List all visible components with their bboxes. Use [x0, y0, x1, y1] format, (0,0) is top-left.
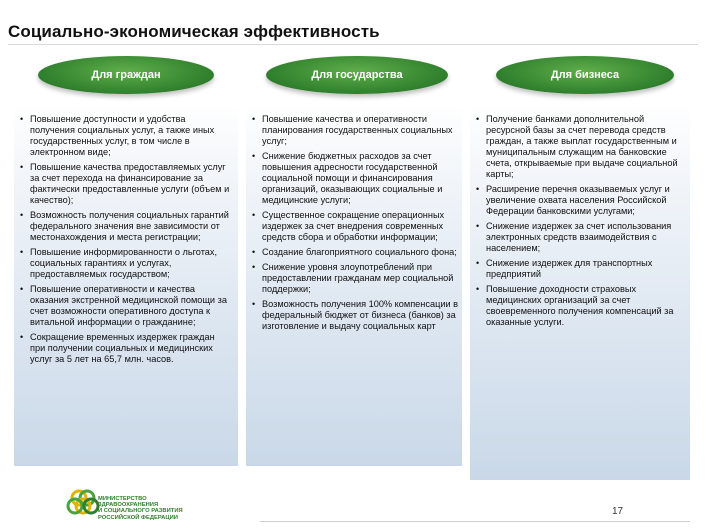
list-item: • Получение банками дополнительной ресурсной базы за счет перевода средств граждан, а также выплат государственным и муниципальным служащим на банковские счета, открываемые при выдаче социальной карты;	[474, 114, 688, 180]
column-header-label: Для бизнеса	[550, 69, 620, 81]
list-item: • Повышение оперативности и качества оказания экстренной медицинской помощи за счет возможности оперативного доступа к витальной информации о гражданине;	[18, 284, 232, 328]
column-header-label: Для граждан	[91, 69, 161, 81]
list-item: • Расширение перечня оказываемых услуг и увеличение охвата населения Российской Федерации банковскими услугами;	[474, 184, 688, 217]
list-item: • Сокращение временных издержек граждан при получении социальных и медицинских услуг за 5 лет на 65,7 млн. часов.	[18, 332, 232, 365]
page-number: 17	[612, 506, 624, 517]
state-benefits-list	[250, 114, 460, 336]
column-citizens-header	[38, 56, 214, 94]
list-item: • Создание благоприятного социального фона;	[250, 247, 460, 258]
list-item: • Повышение информированности о льготах, социальных гарантиях и услугах, предоставляемых государством;	[18, 247, 232, 280]
list-item: • Повышение доступности и удобства получения социальных услуг, а также иных государственных услуг, в том числе в электронном виде;	[18, 114, 232, 158]
list-item: • Снижение издержек для транспортных предприятий	[474, 258, 688, 280]
column-header-label: Для государства	[311, 69, 403, 81]
list-item: • Возможность получения 100% компенсации в федеральный бюджет от бизнеса (банков) за изготовление и выдачу социальных карт	[250, 299, 460, 332]
footer-divider	[260, 521, 690, 522]
citizens-benefits-list	[18, 114, 232, 369]
list-item: • Повышение качества и оперативности планирования государственных социальных услуг;	[250, 114, 460, 147]
page-title: Социально-экономическая эффективность	[8, 22, 380, 41]
list-item: • Снижение издержек за счет использования электронных средств взаимодействия с населением;	[474, 221, 688, 254]
list-item: • Повышение качества предоставляемых услуг за счет перехода на финансирование за фактически предоставленные услуги (объем и качество);	[18, 162, 232, 206]
column-state-header	[266, 56, 448, 94]
ministry-name: МИНИСТЕРСТВО ЗДРАВООХРАНЕНИЯ И СОЦИАЛЬНОГО РАЗВИТИЯ РОССИЙСКОЙ ФЕДЕРАЦИИ	[98, 496, 183, 521]
list-item: • Повышение доходности страховых медицинских организаций за счет своевременного получения компенсаций за оказанные услуги.	[474, 284, 688, 328]
list-item: • Существенное сокращение операционных издержек за счет внедрения современных средств сбора и обработки информации;	[250, 210, 460, 243]
column-business-header	[496, 56, 674, 94]
list-item: • Возможность получения социальных гарантий федерального значения вне зависимости от местонахождения и места регистрации;	[18, 210, 232, 243]
list-item: • Снижение уровня злоупотреблений при предоставлении гражданам мер социальной поддержки;	[250, 262, 460, 295]
list-item: • Снижение бюджетных расходов за счет повышения адресности государственной социальной помощи и финансирования организаций, оказывающих социальные и медицинские услуги;	[250, 151, 460, 206]
business-benefits-list	[474, 114, 688, 332]
